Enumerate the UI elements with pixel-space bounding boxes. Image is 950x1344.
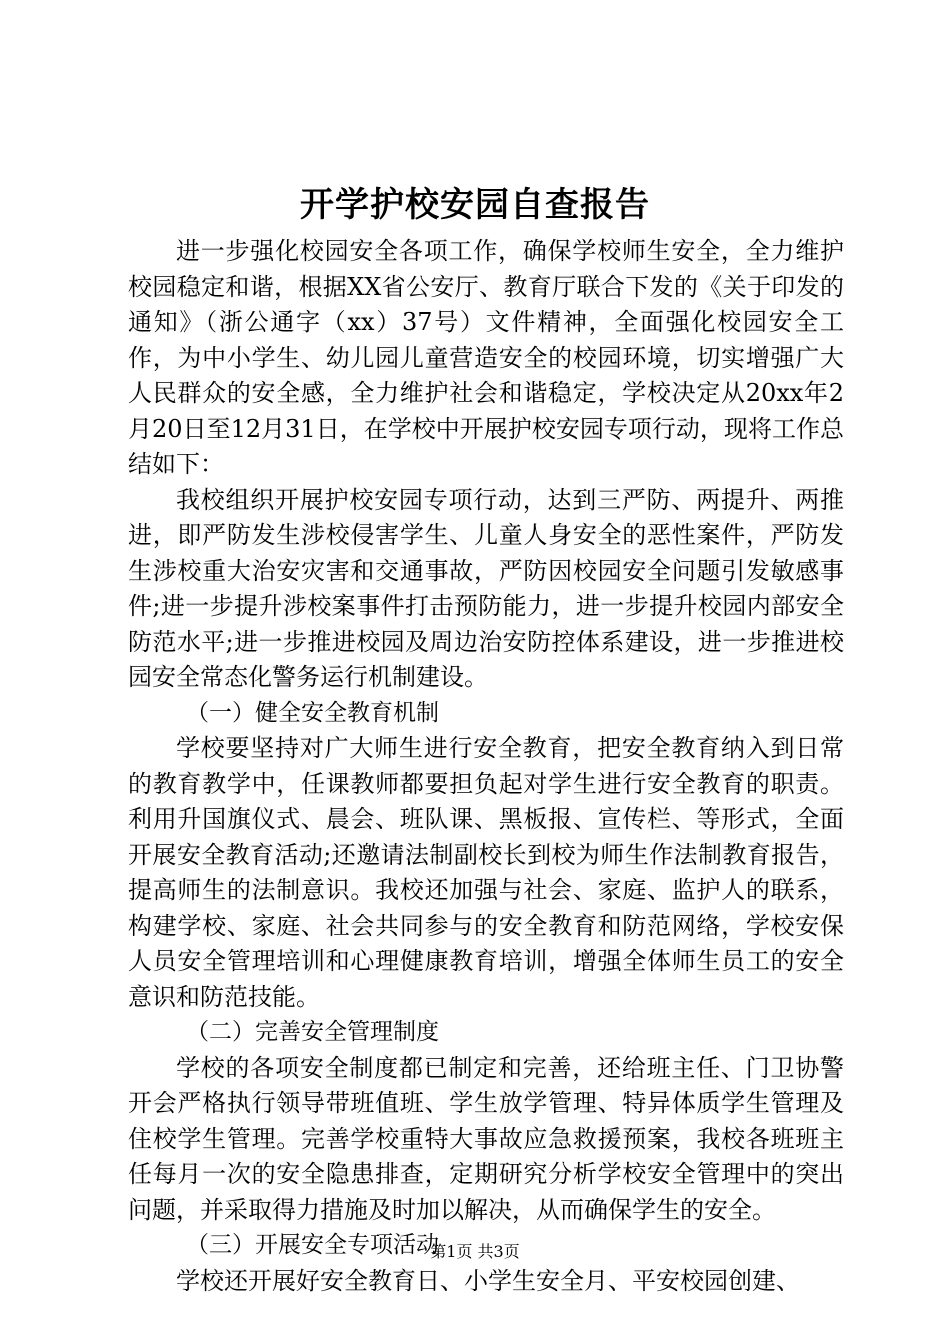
- document-title: 开学护校安园自查报告: [300, 185, 650, 225]
- paragraph-activities: 学校还开展好安全教育日、小学生安全月、平安校园创建、: [176, 1266, 800, 1295]
- section-heading-2: （二）完善安全管理制度: [186, 1019, 439, 1045]
- paragraph-education: 学校要坚持对广大师生进行安全教育，把安全教育纳入到日常的教育教学中，任课教师都要担负起对学生进行安全教育的职责。利用升国旗仪式、晨会、班队课、黑板报、宣传栏、等形式，全面开展安全教育活动;还邀请法制副校长到校为师生作法制教育报告，提高师生的法制意识。我校还加强与社会、家庭、监护人的联系，构建学校、家庭、社会共同参与的安全教育和防范网络，学校安保人员安全管理培训和心理健康教育培训，增强全体师生员工的安全意识和防范技能。: [128, 734, 844, 1011]
- paragraph-intro: 进一步强化校园安全各项工作，确保学校师生安全，全力维护校园稳定和谐，根据XX省公安厅、教育厅联合下发的《关于印发的通知》（浙公通字（xx）37号）文件精神，全面强化校园安全工作，为中小学生、幼儿园儿童营造安全的校园环境，切实增强广大人民群众的安全感，全力维护社会和谐稳定，学校决定从20xx年2月20日至12月31日，在学校中开展护校安园专项行动，现将工作总结如下：: [128, 237, 844, 478]
- paragraph-goals: 我校组织开展护校安园专项行动，达到三严防、两提升、两推进，即严防发生涉校侵害学生、儿童人身安全的恶性案件，严防发生涉校重大治安灾害和交通事故，严防因校园安全问题引发敏感事件;进一步提升涉校案事件打击预防能力，进一步提升校园内部安全防范水平;进一步推进校园及周边治安防控体系建设，进一步推进校园安全常态化警务运行机制建设。: [128, 485, 844, 691]
- paragraph-management: 学校的各项安全制度都已制定和完善，还给班主任、门卫协警开会严格执行领导带班值班、学生放学管理、特异体质学生管理及住校学生管理。完善学校重特大事故应急救援预案，我校各班班主任每月一次的安全隐患排查，定期研究分析学校安全管理中的突出问题，并采取得力措施及时加以解决，从而确保学生的安全。: [128, 1053, 844, 1224]
- page-number: 第1页 共3页: [430, 1242, 520, 1261]
- section-heading-3: （三）开展安全专项活动: [186, 1232, 439, 1258]
- document-body: [128, 234, 844, 1299]
- section-heading-1: （一）健全安全教育机制: [186, 699, 439, 726]
